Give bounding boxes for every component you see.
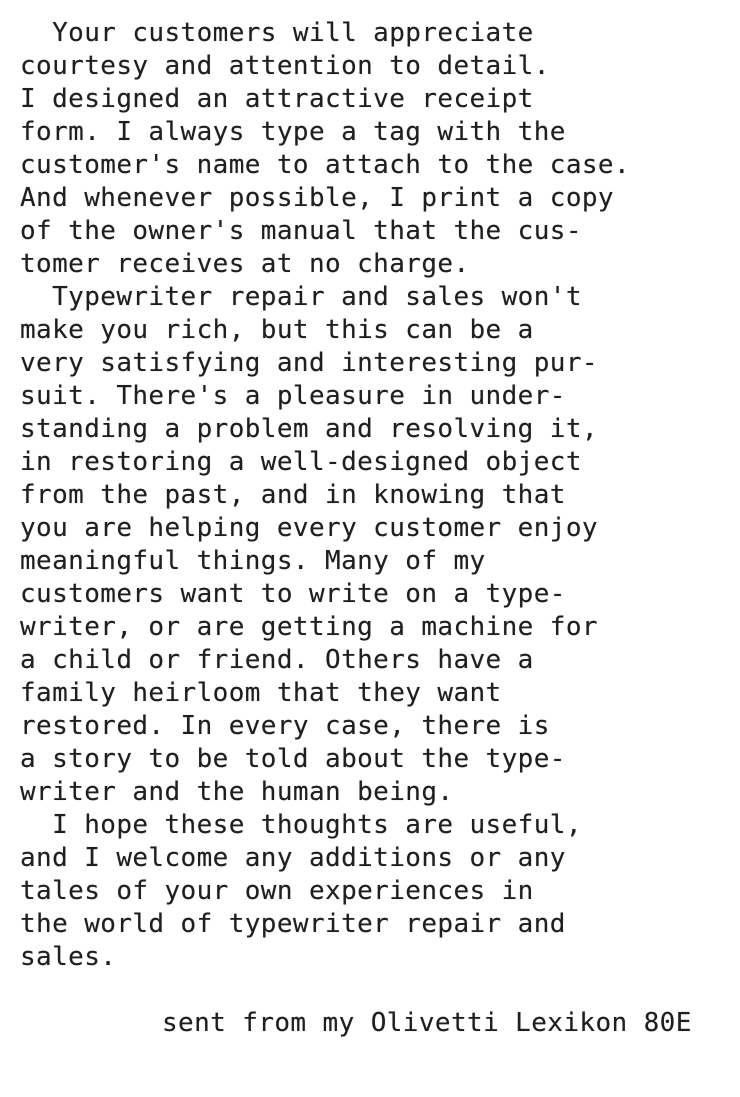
text-line: restored. In every case, there is [20,711,550,741]
text-line: meaningful things. Many of my [20,546,486,576]
text-line: standing a problem and resolving it, [20,414,598,444]
text-line: a child or friend. Others have a [20,645,534,675]
text-line: I hope these thoughts are useful, [20,810,582,840]
text-line: And whenever possible, I print a copy [20,183,614,213]
text-line: writer, or are getting a machine for [20,612,598,642]
text-line: customers want to write on a type- [20,579,566,609]
text-line: in restoring a well-designed object [20,447,582,477]
text-line: family heirloom that they want [20,678,502,708]
text-line: the world of typewriter repair and [20,909,566,939]
text-line: very satisfying and interesting pur- [20,348,598,378]
text-line: courtesy and attention to detail. [20,51,550,81]
text-line: form. I always type a tag with the [20,117,566,147]
text-line: tomer receives at no charge. [20,249,470,279]
text-line: a story to be told about the type- [20,744,566,774]
text-line: from the past, and in knowing that [20,480,566,510]
text-line: of the owner's manual that the cus- [20,216,582,246]
text-line: sales. [20,942,117,972]
text-line: Your customers will appreciate [20,18,534,48]
text-line: I designed an attractive receipt [20,84,534,114]
text-line: writer and the human being. [20,777,454,807]
text-line: you are helping every customer enjoy [20,513,598,543]
text-line: make you rich, but this can be a [20,315,534,345]
text-line: customer's name to attach to the case. [20,150,631,180]
signoff-line: sent from my Olivetti Lexikon 80E [162,1008,692,1038]
text-line: Typewriter repair and sales won't [20,282,582,312]
text-line: and I welcome any additions or any [20,843,566,873]
text-line: tales of your own experiences in [20,876,534,906]
text-line: suit. There's a pleasure in under- [20,381,566,411]
